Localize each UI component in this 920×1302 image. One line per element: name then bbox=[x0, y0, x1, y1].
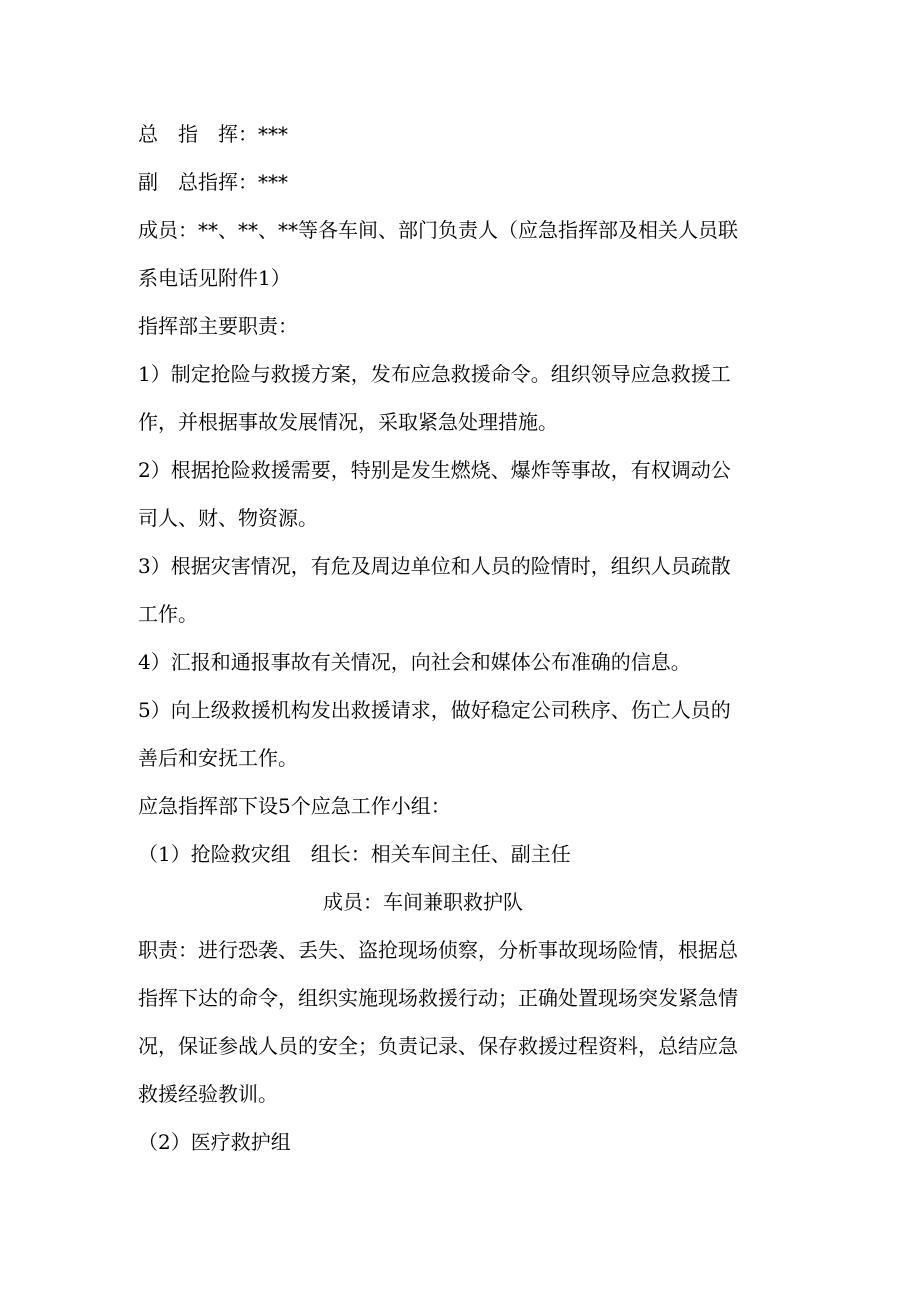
rescue-group-duties-line-2: 指挥下达的命令，组织实施现场救援行动；正确处置现场突发紧急情 bbox=[138, 986, 738, 1010]
working-groups-heading: 应急指挥部下设5个应急工作小组： bbox=[138, 794, 451, 818]
responsibility-5: 5）向上级救援机构发出救援请求，做好稳定公司秩序、伤亡人员的 bbox=[138, 698, 731, 722]
rescue-group-duties: 职责：进行恐袭、丢失、盗抢现场侦察，分析事故现场险情，根据总 bbox=[138, 938, 738, 962]
responsibility-2: 2）根据抢险救援需要，特别是发生燃烧、爆炸等事故，有权调动公 bbox=[138, 458, 731, 482]
responsibility-2-continued: 司人、财、物资源。 bbox=[138, 506, 318, 530]
responsibility-1-continued: 作，并根据事故发展情况，采取紧急处理措施。 bbox=[138, 410, 558, 434]
responsibility-5-continued: 善后和安抚工作。 bbox=[138, 746, 298, 770]
rescue-group-duties-line-3: 况，保证参战人员的安全；负责记录、保存救援过程资料，总结应急 bbox=[138, 1034, 738, 1058]
rescue-group-line: （1）抢险救灾组 组长：相关车间主任、副主任 bbox=[138, 842, 571, 866]
medical-group-line: （2）医疗救护组 bbox=[138, 1130, 291, 1154]
responsibilities-heading: 指挥部主要职责： bbox=[138, 314, 298, 338]
members-line: 成员：**、**、**等各车间、部门负责人（应急指挥部及相关人员联 bbox=[138, 218, 738, 242]
responsibility-1: 1）制定抢险与救援方案，发布应急救援命令。组织领导应急救援工 bbox=[138, 362, 731, 386]
responsibility-3-continued: 工作。 bbox=[138, 602, 198, 626]
members-line-continued: 系电话见附件1） bbox=[138, 266, 291, 290]
deputy-commander-line: 副 总指挥：*** bbox=[138, 170, 288, 194]
rescue-group-duties-line-4: 救援经验教训。 bbox=[138, 1082, 278, 1106]
responsibility-4: 4）汇报和通报事故有关情况，向社会和媒体公布准确的信息。 bbox=[138, 650, 691, 674]
responsibility-3: 3）根据灾害情况，有危及周边单位和人员的险情时，组织人员疏散 bbox=[138, 554, 731, 578]
commander-line: 总 指 挥：*** bbox=[138, 122, 288, 146]
document-body bbox=[138, 110, 788, 1166]
rescue-group-members: 成员：车间兼职救护队 bbox=[323, 890, 523, 914]
